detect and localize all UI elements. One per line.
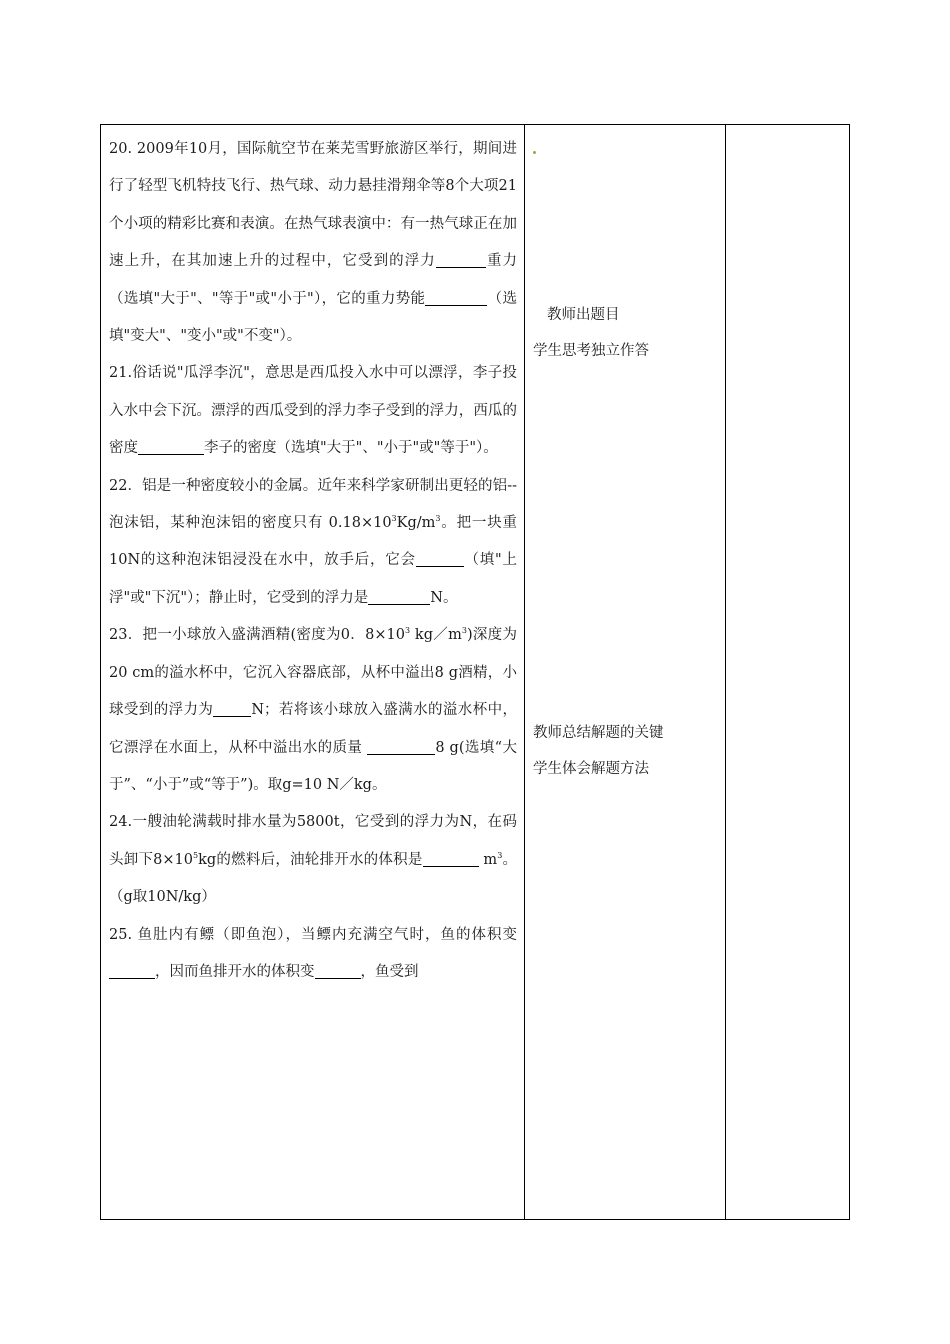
- activity-note-1: [533, 297, 718, 369]
- teacher-summary-note: 教师总结解题的关键: [533, 725, 664, 741]
- questions-column: [109, 131, 517, 991]
- answer-blank[interactable]: [367, 739, 435, 755]
- answer-blank[interactable]: [213, 702, 251, 718]
- answer-blank[interactable]: [425, 290, 487, 306]
- answer-blank[interactable]: [423, 851, 479, 867]
- question-23: 23．把一小球放入盛满酒精(密度为0．$8\times 10^3$ $kg/m^3$)深度为20 cm的溢水杯中，它沉入容器底部，从杯中溢出8 g酒精，小球受到的浮力为 N；若将该小球放入盛满水的溢水杯中，它漂浮在水面上，从杯中溢出水的质量 8 g(选填“大于”、“小于”或“等于”)。取g=10 N／kg。: [109, 626, 518, 793]
- activity-note-2: [533, 715, 718, 787]
- answer-blank[interactable]: [436, 253, 486, 269]
- answer-blank[interactable]: [109, 963, 155, 979]
- question-21: 21.俗话说"瓜浮李沉"，意思是西瓜投入水中可以漂浮，李子投入水中会下沉。漂浮的西瓜受到的浮力李子受到的浮力，西瓜的密度 李子的密度（选填"大于"、"小于"或"等于"）。: [109, 365, 517, 457]
- answer-blank[interactable]: [138, 440, 204, 456]
- column-divider: [524, 125, 525, 1219]
- student-method-note: 学生体会解题方法: [533, 761, 649, 777]
- question-25: 25. 鱼肚内有鳔（即鱼泡），当鳔内充满空气时，鱼的体积变，因而鱼排开水的体积变 ，鱼受到: [109, 926, 517, 980]
- column-divider: [725, 125, 726, 1219]
- student-answer-note: 学生思考独立作答: [533, 343, 649, 359]
- speck-mark: [533, 151, 536, 154]
- worksheet-table: [100, 124, 850, 1220]
- teacher-question-note: 教师出题目: [547, 307, 620, 323]
- question-22: 22．铝是一种密度较小的金属。近年来科学家研制出更轻的铝--泡沫铝，某种泡沫铝的密度只有 $0.18\times 10^3Kg/m^3$。把一块重10N的这种泡沫铝浸没在水中，放手后，它会 （填"上浮"或"下沉"）；静止时，它受到的浮力是 N。: [109, 477, 517, 606]
- question-20: 20. 2009年10月，国际航空节在莱芜雪野旅游区举行，期间进行了轻型飞机特技飞行、热气球、动力悬挂滑翔伞等8个大项21个小项的精彩比赛和表演。在热气球表演中：有一热气球正在加速上升，在其加速上升的过程中，它受到的浮力 重力（选填"大于"、"等于"或"小于"），它的重力势能 （选填"变大"、"变小"或"不变"）。: [109, 141, 518, 345]
- answer-blank[interactable]: [315, 963, 361, 979]
- question-24: 24.一艘油轮满载时排水量为5800t，它受到的浮力为N，在码头卸下$8\times 10^5kg$的燃料后，油轮排开水的体积是 $m^3$。（g取10N/kg）: [109, 814, 518, 906]
- answer-blank[interactable]: [416, 552, 464, 568]
- answer-blank[interactable]: [368, 589, 430, 605]
